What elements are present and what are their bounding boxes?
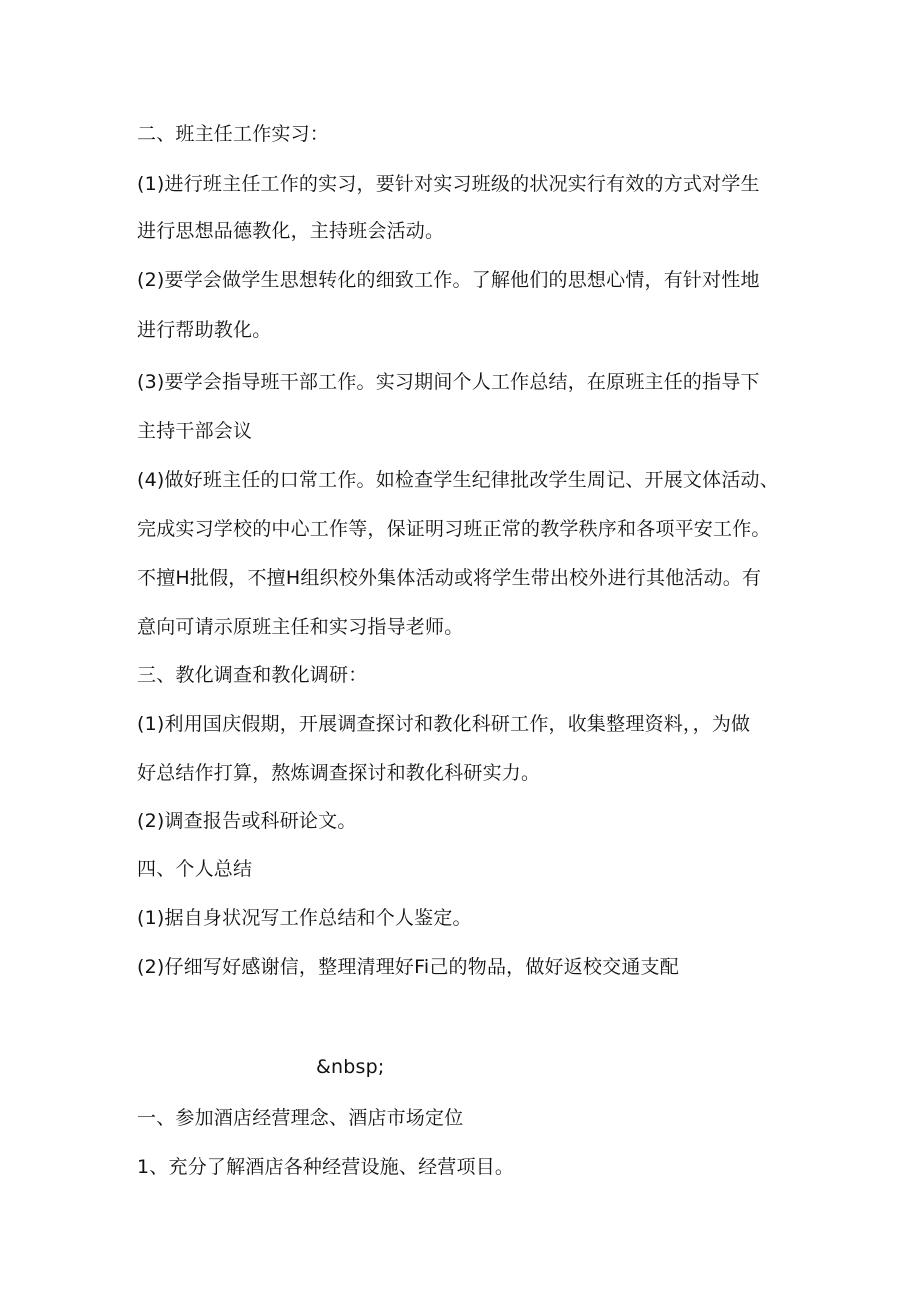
paragraph-line: 完成实习学校的中心工作等，保证明习班正常的教学秩序和各项平安工作。 <box>137 518 771 540</box>
section-heading: 三、教化调查和教化调研： <box>137 664 368 686</box>
paragraph-line: (1)据自身状况写工作总结和个人鉴定。 <box>137 907 472 929</box>
paragraph-line: 进行帮助教化。 <box>137 319 272 341</box>
paragraph-line: (1)进行班主任工作的实习，要针对实习班级的状况实行有效的方式对学生 <box>137 173 760 195</box>
paragraph-line: (2)仔细写好感谢信，整理清理好Fi己的物品，做好返校交通支配 <box>137 956 679 978</box>
paragraph-line: 1、充分了解酒店各种经营设施、经营项目。 <box>137 1156 515 1178</box>
paragraph-line: 不擅H批假，不擅H组织校外集体活动或将学生带出校外进行其他活动。有 <box>137 567 762 589</box>
paragraph-line: (1)利用国庆假期，开展调查探讨和教化科研工作，收集整理资料，，为做 <box>137 713 751 735</box>
paragraph-line: 意向可请示原班主任和实习指导老师。 <box>137 616 464 638</box>
paragraph-line: 进行思想品德教化，主持班会活动。 <box>137 220 445 242</box>
paragraph-line: (2)要学会做学生思想转化的细致工作。了解他们的思想心情，有针对性地 <box>137 269 760 291</box>
paragraph-line: (2)调查报告或科研论文。 <box>137 810 357 832</box>
paragraph-line: (3)要学会指导班干部工作。实习期间个人工作总结，在原班主任的指导下 <box>137 371 760 393</box>
section-heading: 二、班主任工作实习： <box>137 123 330 145</box>
paragraph-line: 好总结作打算，熬炼调查探讨和教化科研实力。 <box>137 762 541 784</box>
nbsp-text: &nbsp; <box>316 1056 385 1078</box>
section-heading: 四、个人总结 <box>137 858 253 880</box>
section-heading: 一、参加酒店经营理念、酒店市场定位 <box>137 1107 464 1129</box>
paragraph-line: (4)做好班主任的口常工作。如检查学生纪律批改学生周记、开展文体活动、 <box>137 469 779 491</box>
paragraph-line: 主持干部会议 <box>137 420 253 442</box>
